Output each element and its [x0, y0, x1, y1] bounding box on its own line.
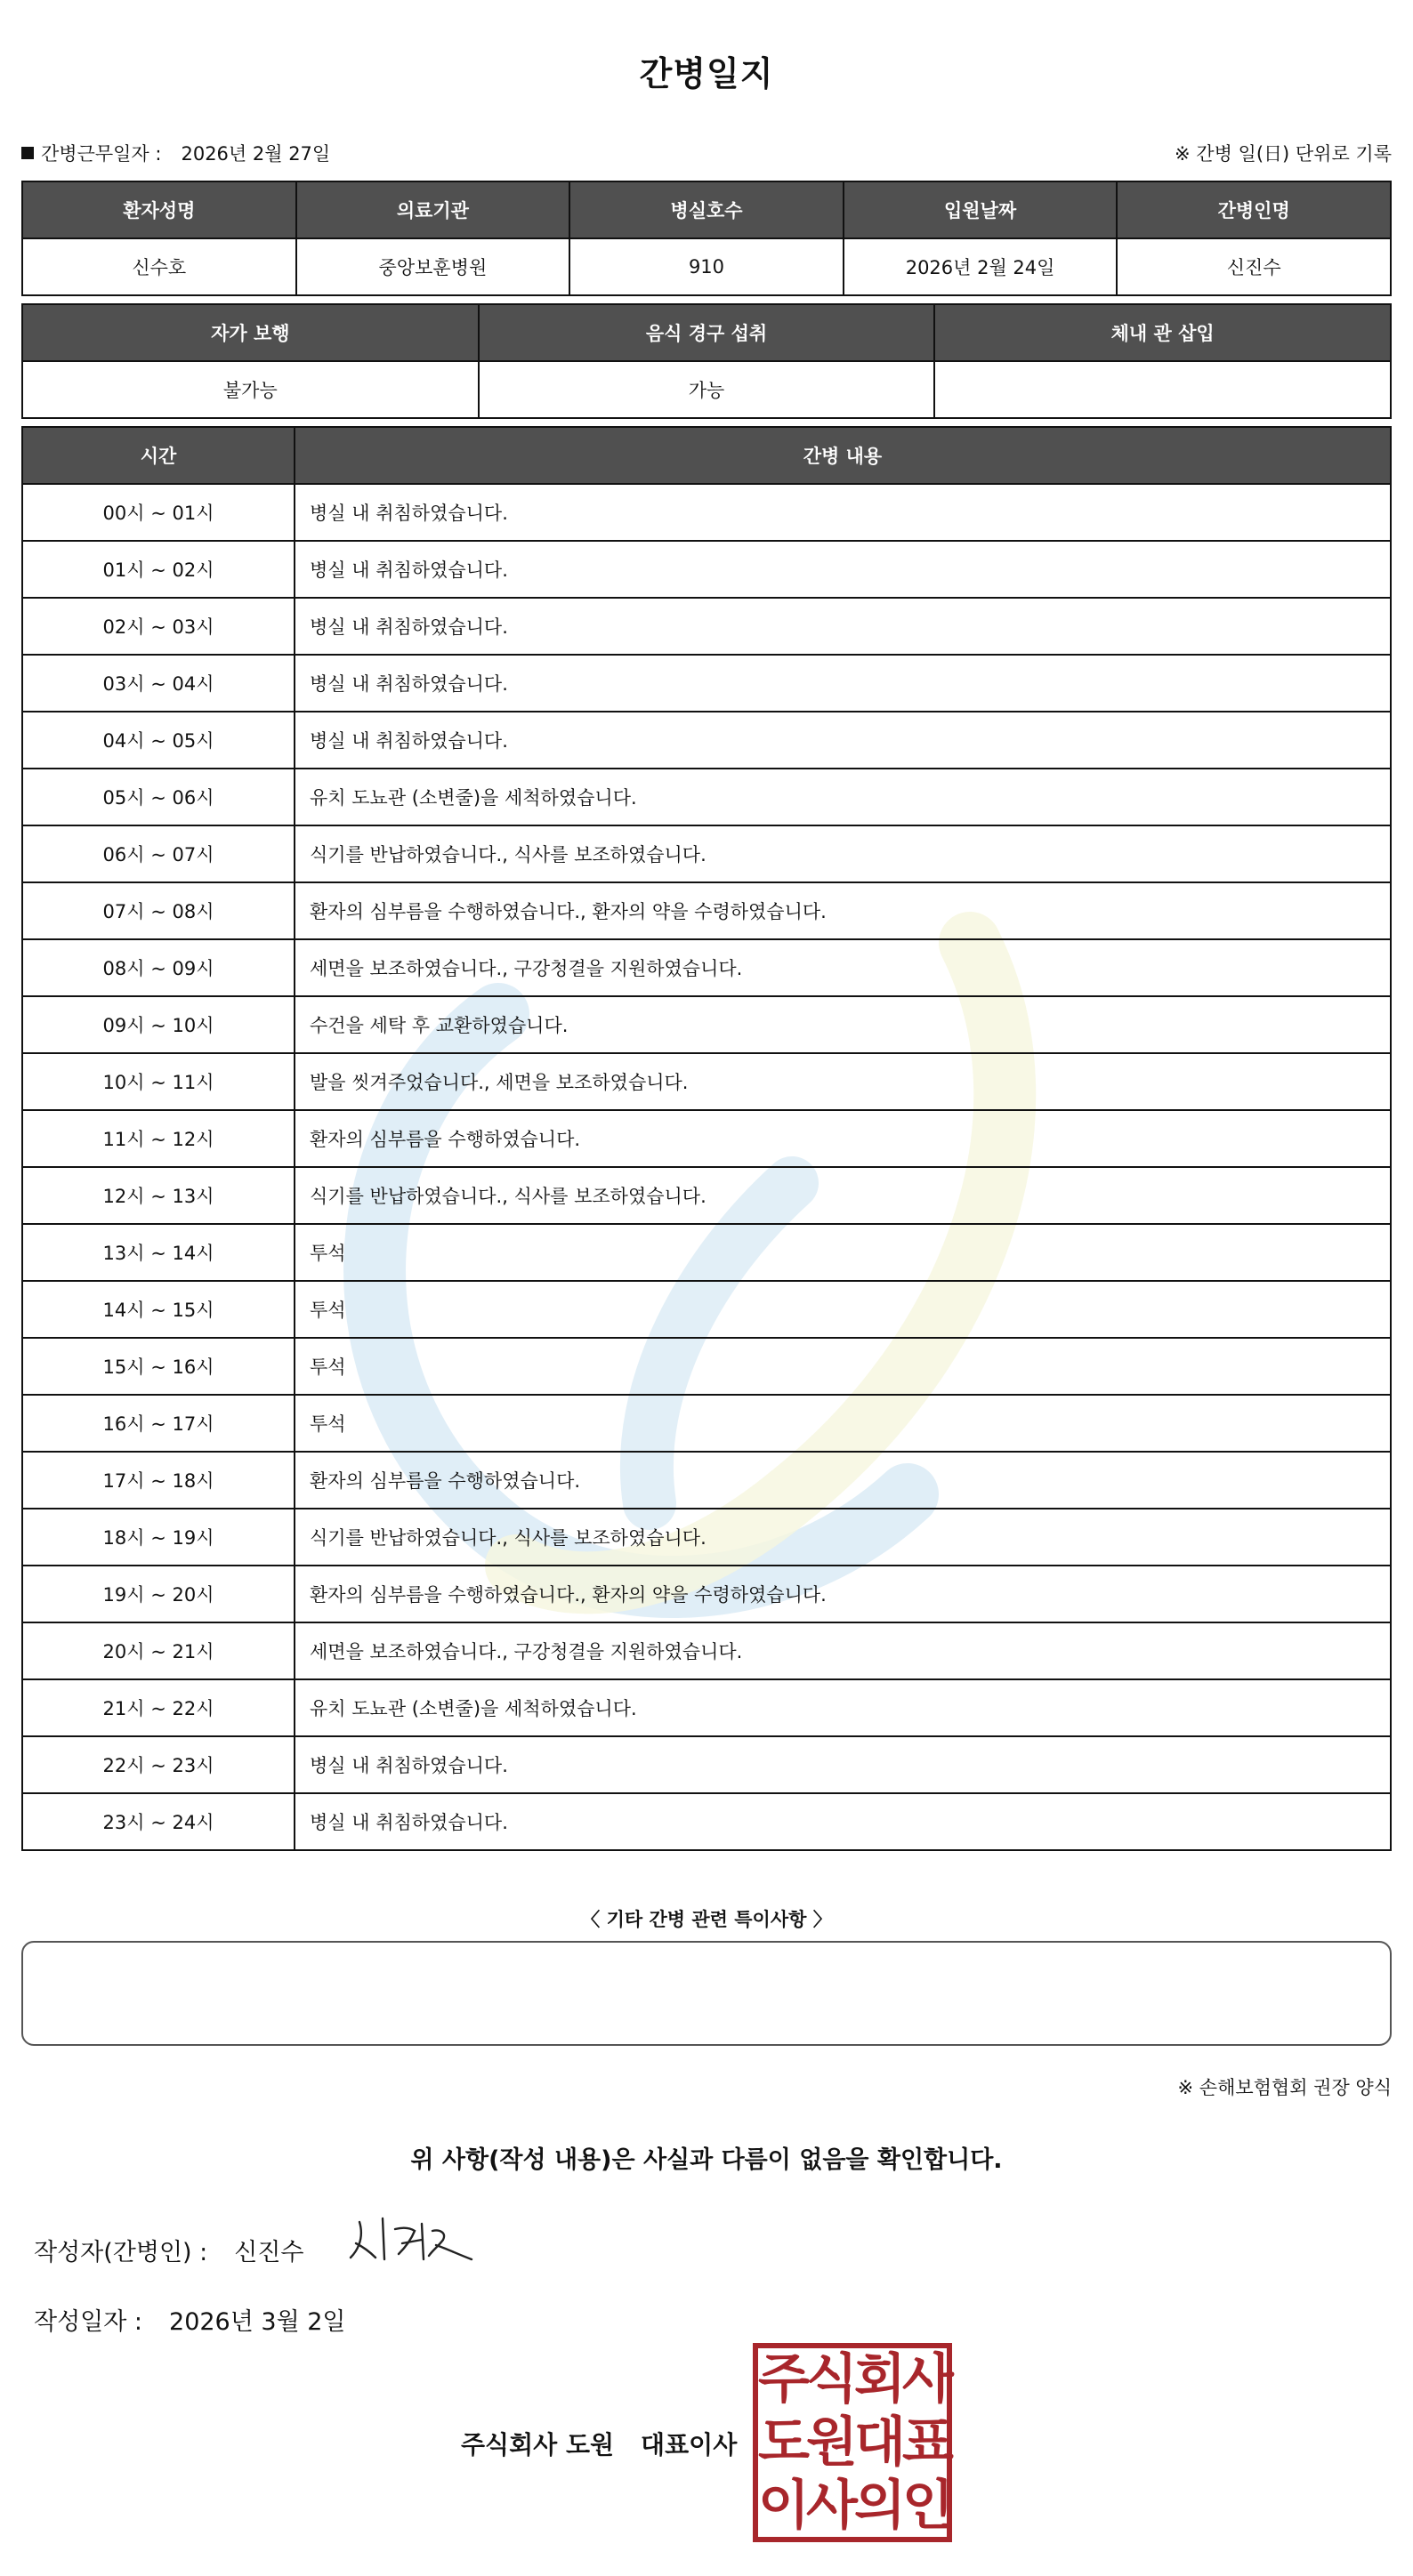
table-row [22, 541, 1391, 598]
time-cell: 04시 ~ 05시 [22, 712, 295, 769]
header-admission-date: 입원날짜 [844, 181, 1118, 238]
document-title: 간병일지 [639, 54, 774, 93]
time-cell: 22시 ~ 23시 [22, 1736, 295, 1793]
confirm-statement: 위 사항(작성 내용)은 사실과 다름이 없음을 확인합니다. [410, 2146, 1003, 2174]
ceo-title: 대표이사 [641, 2430, 738, 2459]
table-row [22, 1110, 1391, 1167]
care-content-cell: 환자의 심부름을 수행하였습니다. [295, 1452, 1391, 1509]
time-cell: 05시 ~ 06시 [22, 769, 295, 825]
seal-character: 이 [758, 2474, 806, 2537]
care-content-cell: 세면을 보조하였습니다., 구강청결을 지원하였습니다. [295, 939, 1391, 996]
care-content-cell: 투석 [295, 1338, 1391, 1395]
care-content-cell: 발을 씻겨주었습니다., 세면을 보조하였습니다. [295, 1053, 1391, 1110]
header-caregiver-name: 간병인명 [1117, 181, 1391, 238]
time-cell: 16시 ~ 17시 [22, 1395, 295, 1452]
care-content-cell: 식기를 반납하였습니다., 식사를 보조하였습니다. [295, 1509, 1391, 1566]
table-row [22, 1395, 1391, 1452]
table-row [22, 1509, 1391, 1566]
table-row [22, 1053, 1391, 1110]
care-content-cell: 병실 내 취침하였습니다. [295, 484, 1391, 541]
seal-character: 도 [758, 2411, 806, 2474]
care-content-cell: 유치 도뇨관 (소변줄)을 세척하였습니다. [295, 769, 1391, 825]
header-room-number: 병실호수 [569, 181, 844, 238]
time-cell: 08시 ~ 09시 [22, 939, 295, 996]
care-log-rows [22, 484, 1391, 1850]
time-cell: 11시 ~ 12시 [22, 1110, 295, 1167]
time-cell: 02시 ~ 03시 [22, 598, 295, 655]
table-row [22, 1452, 1391, 1509]
seal-row [758, 2411, 950, 2475]
hospital-name: 중앙보훈병원 [296, 238, 570, 295]
care-content-cell: 식기를 반납하였습니다., 식사를 보조하였습니다. [295, 1167, 1391, 1224]
header-patient-name: 환자성명 [22, 181, 296, 238]
company-name: 주식회사 도원 [461, 2430, 615, 2459]
time-cell: 18시 ~ 19시 [22, 1509, 295, 1566]
care-content-cell: 세면을 보조하였습니다., 구강청결을 지원하였습니다. [295, 1622, 1391, 1679]
care-content-cell: 환자의 심부름을 수행하였습니다., 환자의 약을 수령하였습니다. [295, 882, 1391, 939]
table-row [22, 712, 1391, 769]
work-date-line [21, 140, 330, 166]
care-content-cell: 환자의 심부름을 수행하였습니다. [295, 1110, 1391, 1167]
time-cell: 20시 ~ 21시 [22, 1622, 295, 1679]
care-content-cell: 병실 내 취침하였습니다. [295, 1736, 1391, 1793]
table-row [22, 1566, 1391, 1622]
time-cell: 07시 ~ 08시 [22, 882, 295, 939]
table-row [22, 598, 1391, 655]
work-date-label: 간병근무일자 : [41, 143, 162, 165]
care-log-table [21, 426, 1392, 1851]
admission-date: 2026년 2월 24일 [844, 238, 1118, 295]
seal-character: 사 [805, 2474, 854, 2537]
write-date-label: 작성일자 : [34, 2308, 143, 2336]
header-hospital: 의료기관 [296, 181, 570, 238]
time-cell: 12시 ~ 13시 [22, 1167, 295, 1224]
seal-character: 주 [758, 2348, 806, 2411]
company-seal-stamp [753, 2343, 952, 2542]
table-row [22, 882, 1391, 939]
care-content-cell: 투석 [295, 1395, 1391, 1452]
table-row [22, 1224, 1391, 1281]
care-content-cell: 수건을 세탁 후 교환하였습니다. [295, 996, 1391, 1053]
time-cell: 23시 ~ 24시 [22, 1793, 295, 1850]
caregiver-name: 신진수 [1117, 238, 1391, 295]
seal-character: 회 [853, 2348, 902, 2411]
writer-label: 작성자(간병인) : [34, 2239, 208, 2266]
seal-row [758, 2474, 950, 2537]
seal-character: 식 [805, 2348, 854, 2411]
seal-character: 사 [901, 2348, 950, 2411]
time-cell: 13시 ~ 14시 [22, 1224, 295, 1281]
time-cell: 06시 ~ 07시 [22, 825, 295, 882]
remarks-box [21, 1941, 1392, 2046]
handwritten-signature [347, 2213, 480, 2266]
care-content-cell: 병실 내 취침하였습니다. [295, 541, 1391, 598]
room-number: 910 [569, 238, 844, 295]
table-row [22, 1679, 1391, 1736]
table-row [22, 1793, 1391, 1850]
header-time: 시간 [22, 427, 295, 484]
care-content-cell: 유치 도뇨관 (소변줄)을 세척하였습니다. [295, 1679, 1391, 1736]
time-cell: 17시 ~ 18시 [22, 1452, 295, 1509]
time-cell: 19시 ~ 20시 [22, 1566, 295, 1622]
care-content-cell: 환자의 심부름을 수행하였습니다., 환자의 약을 수령하였습니다. [295, 1566, 1391, 1622]
write-date-line [34, 2302, 346, 2337]
status-info-table [21, 303, 1392, 419]
header-self-walking: 자가 보행 [22, 304, 479, 361]
time-cell: 10시 ~ 11시 [22, 1053, 295, 1110]
seal-character: 대 [853, 2411, 902, 2474]
seal-character: 인 [901, 2474, 950, 2537]
company-line [461, 2426, 737, 2461]
seal-character: 원 [805, 2411, 854, 2474]
recommend-note: ※ 손해보험협회 권장 양식 [1177, 2077, 1392, 2098]
time-cell: 14시 ~ 15시 [22, 1281, 295, 1338]
writer-line [34, 2233, 304, 2267]
care-content-cell: 투석 [295, 1281, 1391, 1338]
table-row [22, 1622, 1391, 1679]
record-note: ※ 간병 일(日) 단위로 기록 [1175, 143, 1392, 165]
header-oral-intake: 음식 경구 섭취 [479, 304, 935, 361]
header-tube-insertion: 체내 관 삽입 [934, 304, 1391, 361]
care-content-cell: 식기를 반납하였습니다., 식사를 보조하였습니다. [295, 825, 1391, 882]
care-content-cell: 투석 [295, 1224, 1391, 1281]
table-row [22, 769, 1391, 825]
table-row [22, 1167, 1391, 1224]
time-cell: 03시 ~ 04시 [22, 655, 295, 712]
work-date-value: 2026년 2월 27일 [181, 143, 331, 165]
table-row [22, 1736, 1391, 1793]
patient-info-table [21, 181, 1392, 296]
time-cell: 09시 ~ 10시 [22, 996, 295, 1053]
care-content-cell: 병실 내 취침하였습니다. [295, 1793, 1391, 1850]
header-care-content: 간병 내용 [295, 427, 1391, 484]
table-row [22, 1281, 1391, 1338]
seal-character: 의 [853, 2474, 902, 2537]
time-cell: 21시 ~ 22시 [22, 1679, 295, 1736]
patient-name: 신수호 [22, 238, 296, 295]
table-row [22, 1338, 1391, 1395]
table-row [22, 939, 1391, 996]
square-bullet-icon [21, 147, 34, 159]
remarks-label: 〈 기타 간병 관련 특이사항 〉 [581, 1909, 832, 1930]
seal-character: 표 [901, 2411, 950, 2474]
care-content-cell: 병실 내 취침하였습니다. [295, 655, 1391, 712]
table-row [22, 996, 1391, 1053]
self-walking-value: 불가능 [22, 361, 479, 418]
care-content-cell: 병실 내 취침하였습니다. [295, 598, 1391, 655]
table-row [22, 484, 1391, 541]
oral-intake-value: 가능 [479, 361, 935, 418]
time-cell: 15시 ~ 16시 [22, 1338, 295, 1395]
care-content-cell: 병실 내 취침하였습니다. [295, 712, 1391, 769]
writer-name: 신진수 [234, 2239, 304, 2266]
table-row [22, 655, 1391, 712]
tube-insertion-value [934, 361, 1391, 418]
write-date-value: 2026년 3월 2일 [169, 2308, 346, 2336]
seal-row [758, 2348, 950, 2411]
time-cell: 01시 ~ 02시 [22, 541, 295, 598]
time-cell: 00시 ~ 01시 [22, 484, 295, 541]
table-row [22, 825, 1391, 882]
